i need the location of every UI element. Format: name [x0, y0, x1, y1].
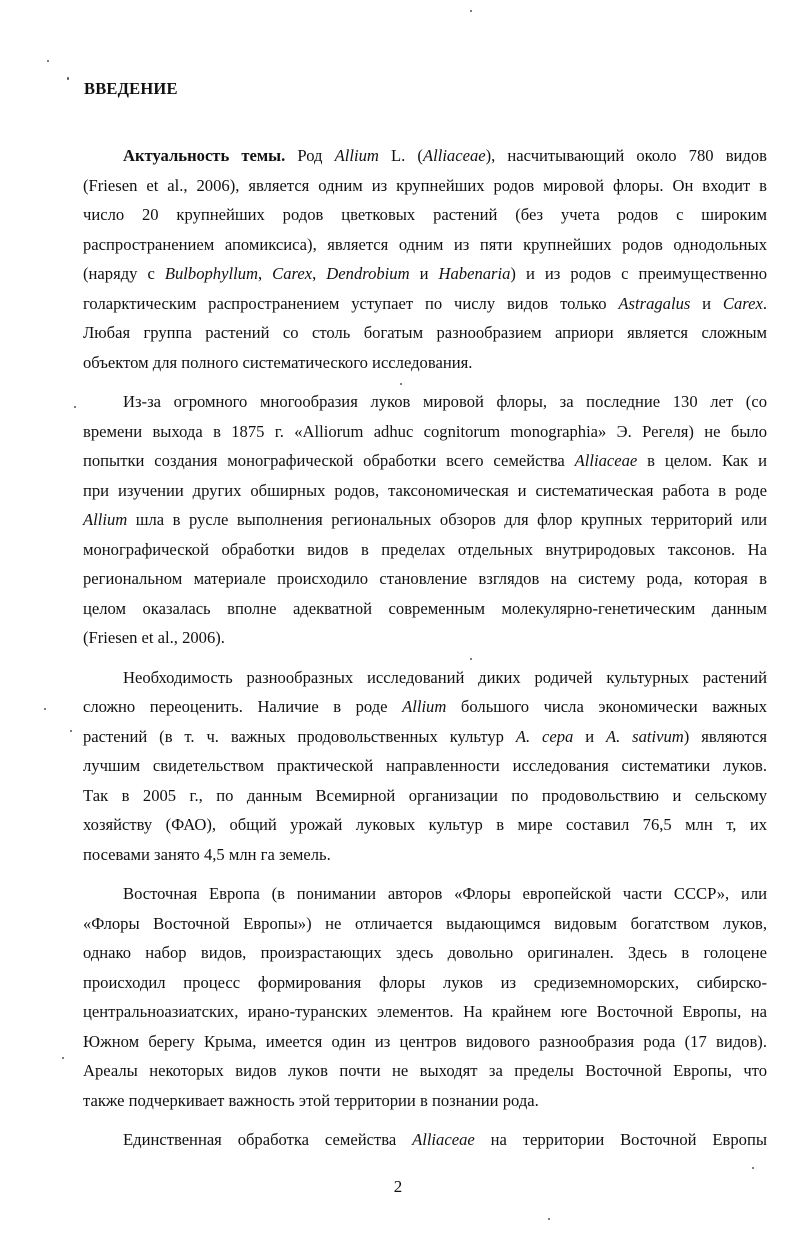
text-line — [83, 417, 767, 447]
text-run: ), насчитывающий около 780 видов — [485, 146, 767, 165]
text-run: Единственная обработка семейства — [123, 1130, 413, 1149]
text-line — [83, 751, 767, 781]
text-line — [83, 171, 767, 201]
text-run: целом оказалась вполне адекватной современным молекулярно-генетическим данным — [83, 598, 767, 618]
text-line — [83, 722, 767, 752]
text-run: L. ( — [378, 146, 423, 165]
italic-term: Carex — [722, 293, 763, 313]
text-run: , — [257, 264, 273, 283]
text-run: времени выхода в 1875 г. «Alliorum adhuc cognitorum monographia» Э. Регеля) не было — [83, 421, 767, 441]
scan-speck — [44, 708, 46, 710]
text-run: хозяйству (ФАО), общий урожай луковых культур в мире составил 76,5 млн т, их — [83, 815, 767, 834]
text-run: (наряду с — [83, 264, 165, 283]
italic-term: Astragalus — [618, 293, 691, 313]
paragraph — [83, 387, 767, 653]
scan-speck — [470, 658, 472, 660]
text-line — [83, 318, 767, 348]
text-run: монографической обработки видов в пределах отдельных внутриродовых таксонов. На — [83, 539, 767, 559]
text-line — [83, 476, 767, 506]
text-line — [83, 781, 767, 811]
text-run: ) являются — [683, 726, 767, 746]
text-run: Южном берегу Крыма, имеется один из центров видового разнообразия рода (17 видов). — [83, 1031, 767, 1051]
text-run: лучшим свидетельством практической направленности исследования систематики луков. — [83, 756, 767, 775]
italic-term: Dendrobium — [326, 264, 410, 283]
italic-term: Bulbophyllum — [164, 264, 258, 283]
text-line — [83, 1056, 767, 1086]
text-run: происходил процесс формирования флоры луков из средиземноморских, сибирско- — [83, 972, 767, 992]
italic-term: A. sativum — [605, 726, 684, 746]
text-run: Род — [285, 146, 335, 165]
text-line — [83, 968, 767, 998]
scan-speck — [400, 383, 402, 385]
paragraph — [83, 663, 767, 870]
text-run: посевами занято 4,5 млн га земель. — [83, 844, 331, 864]
text-line — [83, 200, 767, 230]
italic-term: Carex — [272, 264, 313, 283]
text-line — [83, 230, 767, 260]
text-line — [83, 623, 767, 653]
text-run: «Флоры Восточной Европы») не отличается выдающимся видовым богатством луков, — [83, 913, 767, 933]
text-run: региональном материале происходило становление взглядов на систему рода, которая в — [83, 569, 767, 588]
document-body — [83, 141, 767, 1155]
page-number: 2 — [393, 1177, 403, 1196]
italic-term: A. cepa — [515, 726, 574, 746]
scan-speck — [47, 60, 49, 62]
text-line — [83, 348, 767, 378]
text-line — [83, 938, 767, 968]
text-run: большого числа экономически важных — [446, 697, 767, 716]
text-run: объектом для полного систематического исследования. — [83, 352, 473, 372]
scan-speck — [70, 730, 72, 732]
text-run: сложно переоценить. Наличие в роде — [83, 697, 403, 716]
text-line — [83, 1086, 767, 1116]
text-run: и — [573, 726, 606, 746]
text-run: Необходимость разнообразных исследований диких родичей культурных растений — [123, 667, 767, 687]
scan-speck — [752, 1167, 754, 1169]
text-run: попытки создания монографической обработки всего семейства — [83, 451, 575, 470]
bold-lead: Актуальность темы. — [123, 146, 286, 165]
text-run: в целом. Как и — [637, 451, 767, 470]
text-run: также подчеркивает важность этой территории в познании рода. — [83, 1090, 539, 1110]
text-run: Восточная Европа (в понимании авторов «Флоры европейской части СССР», или — [123, 884, 767, 903]
italic-term: Alliaceae — [412, 1130, 475, 1149]
text-run: . — [762, 293, 767, 313]
text-run: (Friesen et al., 2006). — [83, 628, 225, 647]
text-run: на территории Восточной Европы — [474, 1130, 768, 1149]
text-run: ) и из родов с преимущественно — [510, 264, 768, 283]
paragraph — [83, 879, 767, 1115]
italic-term: Alliaceae — [574, 451, 638, 470]
text-line — [83, 663, 767, 693]
text-line — [83, 879, 767, 909]
scan-speck — [67, 77, 69, 80]
text-line — [83, 387, 767, 417]
scan-speck — [74, 406, 76, 408]
paragraph-gap — [83, 653, 767, 663]
italic-term: Allium — [83, 510, 128, 529]
paragraph-gap — [83, 869, 767, 879]
text-line — [83, 289, 767, 319]
text-line — [83, 840, 767, 870]
text-line — [83, 1027, 767, 1057]
text-line — [83, 141, 767, 171]
paragraph-gap — [83, 377, 767, 387]
text-line — [83, 535, 767, 565]
text-run: Любая группа растений со столь богатым разнообразием априори является сложным — [83, 323, 767, 342]
paragraph — [83, 141, 767, 377]
text-run: Так в 2005 г., по данным Всемирной организации по продовольствию и сельскому — [83, 785, 767, 805]
text-run: центральноазиатских, ирано-туранских элементов. На крайнем юге Восточной Европы, на — [83, 1002, 767, 1021]
text-line — [83, 810, 767, 840]
scan-speck — [62, 1057, 64, 1059]
text-run: распространением апомиксиса), является одним из пяти крупнейших родов однодольных — [83, 234, 767, 254]
scan-speck — [548, 1218, 550, 1220]
paragraph — [83, 1125, 767, 1155]
italic-term: Habenaria — [438, 264, 511, 283]
section-heading: ВВЕДЕНИЕ — [84, 79, 178, 98]
text-line — [83, 692, 767, 722]
text-line — [83, 564, 767, 594]
text-run: , — [312, 264, 327, 283]
paragraph-gap — [83, 1115, 767, 1125]
text-run: при изучении других обширных родов, таксономическая и систематическая работа в роде — [83, 480, 767, 500]
text-run: шла в русле выполнения региональных обзоров для флор крупных территорий или — [127, 510, 767, 529]
text-run: однако набор видов, произрастающих здесь довольно оригинален. Здесь в голоцене — [83, 943, 767, 962]
text-run: и — [690, 293, 723, 313]
text-line — [83, 505, 767, 535]
italic-term: Allium — [402, 697, 447, 716]
text-line — [83, 909, 767, 939]
italic-term: Alliaceae — [422, 146, 486, 165]
text-run: (Friesen et al., 2006), является одним из крупнейших родов мировой флоры. Он входит в — [83, 175, 767, 195]
text-run: число 20 крупнейших родов цветковых растений (без учета родов с широким — [83, 205, 767, 224]
text-run: Из-за огромного многообразия луков мировой флоры, за последние 130 лет (со — [123, 392, 767, 411]
text-run: растений (в т. ч. важных продовольственных культур — [83, 726, 516, 746]
text-run: Ареалы некоторых видов луков почти не выходят за пределы Восточной Европы, что — [83, 1061, 767, 1080]
text-line — [83, 446, 767, 476]
text-line — [83, 594, 767, 624]
scan-speck — [470, 10, 472, 12]
text-run: и — [409, 264, 439, 283]
italic-term: Allium — [334, 146, 379, 165]
text-line — [83, 997, 767, 1027]
text-line — [83, 1125, 767, 1155]
text-run: голарктическим распространением уступает по числу видов только — [83, 293, 619, 313]
text-line — [83, 259, 767, 289]
